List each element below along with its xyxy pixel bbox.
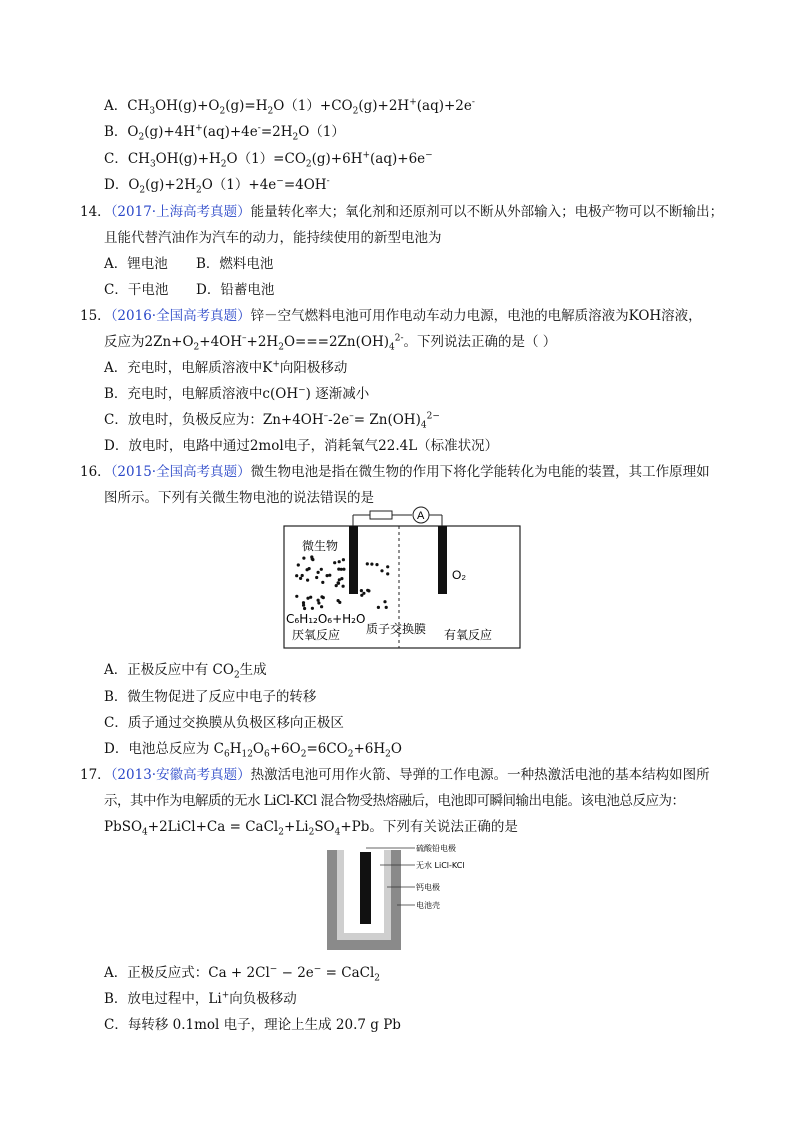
q16-option-a: A．正极反应中有 $CO_2$生成 xyxy=(104,662,267,681)
label-calcium: 钙电极 xyxy=(416,883,440,892)
microbe-dot xyxy=(386,572,389,575)
q15-stem-line1: 15．（2016·全国高考真题）锌－空气燃料电池可用作电动车动力电源，电池的电解质溶液为KOH溶液， xyxy=(80,308,702,324)
microbe-dot xyxy=(317,571,320,574)
microbe-dot xyxy=(326,574,329,577)
microbe-dot xyxy=(360,589,363,592)
q16-option-d: D．电池总反应为 $C_6H_{12}O_6+6O_2=6CO_2+6H_2O$ xyxy=(104,741,402,760)
q14-stem-line2: 且能代替汽油作为汽车的动力，能持续使用的新型电池为 xyxy=(104,230,442,246)
microbe-dot xyxy=(295,574,298,577)
microbe-dot xyxy=(366,589,369,592)
microbe-dot xyxy=(340,577,343,580)
q15-stem-line2: 反应为$2Zn+O_2+4OH^-+2H_2O===2Zn(OH)_4^{2-}$。下列说法正确的是（ ） xyxy=(104,333,557,353)
q17-option-c: C．每转移 0.1mol 电子，理论上生成 20.7 g Pb xyxy=(104,1017,401,1033)
microbe-dot xyxy=(317,601,320,604)
q13-option-a: A．$CH_3OH(g)+O_2(g)=H_2O(1)+CO_2(g)+2H^+(aq)+2e^-$ xyxy=(104,97,475,117)
microbe-dot xyxy=(297,563,300,566)
microbe-dot xyxy=(340,568,343,571)
microbe-dot xyxy=(342,585,345,588)
q15-option-d: D．放电时，电路中通过2mol电子，消耗氧气22.4L（标准状况） xyxy=(104,438,499,454)
microbe-dot xyxy=(320,605,323,608)
q17-option-b: B．放电过程中，Li+向负极移动 xyxy=(104,990,297,1007)
microbe-dot xyxy=(317,599,320,602)
microbe-dot xyxy=(320,568,323,571)
microbe-dot xyxy=(380,569,383,572)
label-shell: 电池壳 xyxy=(416,901,440,910)
microbe-dot xyxy=(320,595,323,598)
microbe-dot xyxy=(362,592,365,595)
o2-label: O₂ xyxy=(452,568,466,582)
label-lead-sulfate: 硫酸铅电极 xyxy=(416,844,456,853)
membrane-label: 质子交换膜 xyxy=(366,622,427,636)
q16-stem-line1: 16．（2015·全国高考真题）微生物电池是指在微生物的作用下将化学能转化为电能的装置，其工作原理如 xyxy=(80,464,710,480)
cathode-electrode xyxy=(438,526,447,594)
q17-option-a: A．正极反应式：Ca + 2Cl− − 2e− = CaCl$_2$ xyxy=(104,964,380,984)
q16-option-b: B．微生物促进了反应中电子的转移 xyxy=(104,689,317,705)
microbe-dot xyxy=(311,607,314,610)
microbe-dot xyxy=(299,577,302,580)
microbe-dot xyxy=(386,565,389,568)
q14-option-d: D．铅蓄电池 xyxy=(196,282,275,298)
microbe-dot xyxy=(308,567,311,570)
q17-stem-line2: 示，其中作为电解质的无水 LiCl-KCl 混合物受热熔融后，电池即可瞬间输出电能。该电池总反应为： xyxy=(104,793,685,809)
microbe-dot xyxy=(306,597,309,600)
anaerobic-label: 厌氧反应 xyxy=(292,628,341,642)
microbe-dot xyxy=(302,604,305,607)
q17-stem-line3: PbSO$_4$+2LiCl+Ca = $CaCl_2+Li_2SO_4+Pb$。下列有关说法正确的是 xyxy=(104,819,518,838)
label-electrolyte: 无水 LiCl-KCl xyxy=(416,861,465,870)
lead-sulfate-electrode xyxy=(360,852,371,924)
microbe-dot xyxy=(321,581,324,584)
microbe-dot xyxy=(303,607,306,610)
q16-option-c: C．质子通过交换膜从负极区移向正极区 xyxy=(104,715,344,731)
thermal-battery-figure xyxy=(325,842,475,954)
q14-option-b: B．燃料电池 xyxy=(196,256,274,272)
q16-stem-line2: 图所示。下列有关微生物电池的说法错误的是 xyxy=(104,490,374,506)
microbial-cell-figure xyxy=(282,505,522,651)
aerobic-label: 有氧反应 xyxy=(444,628,493,642)
microbe-dot xyxy=(338,560,341,563)
microbe-dot xyxy=(306,579,309,582)
microbe-dot xyxy=(335,584,338,587)
microbe-label: 微生物 xyxy=(302,539,339,553)
microbe-dot xyxy=(338,601,341,604)
microbe-dot xyxy=(310,555,313,558)
q17-stem-line1: 17．（2013·安徽高考真题）热激活电池可用作火箭、导弹的工作电源。一种热激活电池的基本结构如图所 xyxy=(80,767,710,783)
q13-option-b: B．$O_2(g)+4H^+(aq)+4e^-=2H_2O(1)$ xyxy=(104,123,345,143)
microbe-dot xyxy=(342,558,345,561)
anode-electrode xyxy=(349,526,358,594)
microbe-dot xyxy=(377,606,380,609)
microbe-dot xyxy=(315,576,318,579)
q13-option-d: D．$O_2(g)+2H_2O(1)+4e^-=4OH^-$ xyxy=(104,176,330,196)
microbe-dot xyxy=(385,606,388,609)
q13-option-c: C．$CH_3OH(g)+H_2O(1)=CO_2(g)+6H^+(aq)+6e^-$ xyxy=(104,150,433,170)
glucose-label: C₆H₁₂O₆+H₂O xyxy=(286,612,366,626)
microbe-dot xyxy=(370,563,373,566)
q14-stem-line1: 14．（2017·上海高考真题）能量转化率大；氧化剂和还原剂可以不断从外部输入；电极产物可以不断输出； xyxy=(80,204,724,220)
q15-option-b: B．充电时，电解质溶液中c(OH−) 逐渐减小 xyxy=(104,385,370,402)
microbe-dot xyxy=(333,561,336,564)
microbe-dot xyxy=(375,563,378,566)
q15-option-a: A．充电时，电解质溶液中K+向阳极移动 xyxy=(104,359,348,376)
microbe-dot xyxy=(302,557,305,560)
microbe-dot xyxy=(366,562,369,565)
ammeter-label: A xyxy=(417,510,425,522)
q14-option-a: A．锂电池 xyxy=(104,256,168,272)
microbe-dot xyxy=(383,600,386,603)
resistor xyxy=(370,511,392,519)
microbe-dot xyxy=(301,574,304,577)
microbe-dot xyxy=(337,581,340,584)
microbe-dot xyxy=(295,595,298,598)
microbe-dot xyxy=(328,574,331,577)
q15-option-c: C．放电时，负极反应为：$Zn+4OH^--2e^-= Zn(OH)_4^{2-}$ xyxy=(104,411,440,431)
q14-option-c: C．干电池 xyxy=(104,282,169,298)
